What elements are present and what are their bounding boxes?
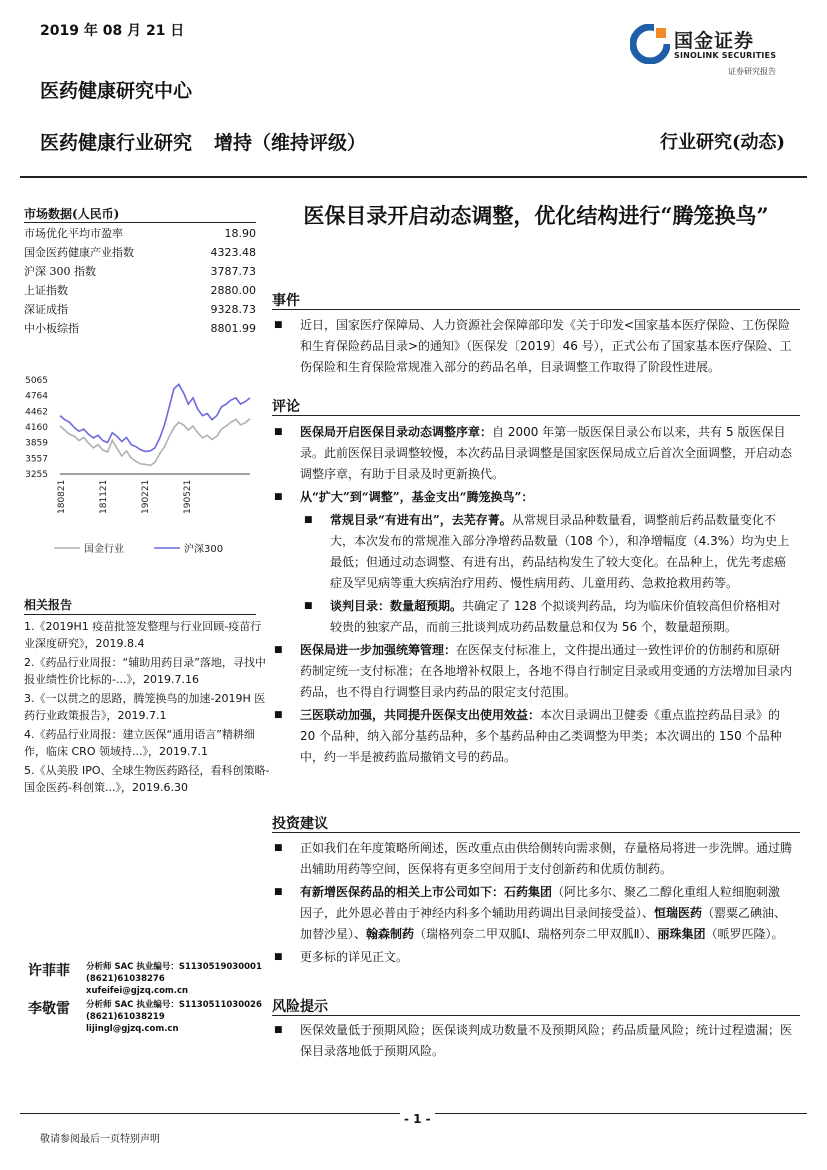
x-tick-label: 180821 <box>57 479 67 514</box>
advice-section <box>272 838 792 970</box>
report-date: 2019 年 08 月 21 日 <box>40 23 185 39</box>
y-tick-label: 4764 <box>25 391 48 402</box>
market-data-title: 市场数据(人民币) <box>24 207 120 221</box>
analyst-phone: (8621)61038219 <box>86 1012 165 1022</box>
advice-point: ■ 更多标的详见正文。 <box>272 947 792 968</box>
related-report-item[interactable]: 2.《药品行业周报：“辅助用药目录”落地，寻找中报业绩性价比标的-...》，2019.7.16 <box>24 656 266 686</box>
header-divider <box>20 176 807 178</box>
report-title: 医保目录开启动态调整，优化结构进行“腾笼换鸟” <box>303 203 769 228</box>
series-line-hs300 <box>60 384 250 451</box>
related-reports-list <box>24 618 272 798</box>
analyst-info <box>86 999 286 1035</box>
section-advice-heading: 投资建议 <box>272 816 328 832</box>
disclaimer: 敬请参阅最后一页特别声明 <box>40 1134 160 1145</box>
sinolink-logo-icon <box>630 24 670 64</box>
rating: 增持（维持评级） <box>214 132 367 154</box>
series-line-industry <box>60 419 250 466</box>
logo-english-name: SINOLINK SECURITIES <box>674 51 777 60</box>
x-tick-label: 190521 <box>183 479 193 514</box>
section-event-heading: 事件 <box>272 293 300 309</box>
industry-name: 医药健康行业研究 <box>40 132 193 154</box>
related-report-item[interactable]: 3.《一以贯之的思路，腾笼换鸟的加速-2019H 医药行业政策报告》，2019.7.1 <box>24 692 266 722</box>
index-trend-chart-svg <box>24 368 256 568</box>
related-report-item[interactable]: 4.《药品行业周报：建立医保“通用语言”精耕细作，临床 CRO 领域持...》，2019.7.1 <box>24 728 255 758</box>
analyst-phone: (8621)61038276 <box>86 974 165 984</box>
y-tick-label: 3557 <box>25 454 48 465</box>
y-tick-label: 4160 <box>25 423 48 433</box>
analyst-info <box>86 961 286 997</box>
logo-subtitle: 证券研究报告 <box>728 67 776 76</box>
section-divider <box>272 309 800 310</box>
comment-point: ■ 医保局进一步加强统筹管理：在医保支付标准上，文件提出通过一致性评价的仿制药和原研药制定统一支付标准；在各地增补权限上，各地不得自行制定目录或用变通的方法增加目录内药品，也不得自行调整目录内药品的限定支付范围。 <box>272 640 792 703</box>
analyst-name: 许菲菲 <box>28 963 70 979</box>
market-row: 深证成指 9328.73 <box>24 303 256 316</box>
market-data-divider <box>24 222 256 223</box>
risk-section <box>272 1020 792 1064</box>
market-data-table <box>24 224 256 338</box>
section-divider <box>272 1015 800 1016</box>
comment-subpoint: ■ 谈判目录：数量超预期。共确定了 128 个拟谈判药品，均为临床价值较高但价格相对较贵的独家产品，而前三批谈判成功药品数量总和仅为 56 个，数量超预期。 <box>272 596 792 638</box>
related-reports-title: 相关报告 <box>24 598 73 612</box>
section-comment-heading: 评论 <box>272 399 300 415</box>
related-reports-divider <box>24 614 256 615</box>
market-row: 上证指数 2880.00 <box>24 284 256 297</box>
legend-label: 国金行业 <box>84 544 124 555</box>
comment-section <box>272 422 792 770</box>
report-type: 行业研究(动态) <box>659 132 785 153</box>
index-trend-chart <box>24 368 256 568</box>
page-number: - 1 - <box>400 1112 435 1126</box>
section-risk-heading: 风险提示 <box>272 999 328 1015</box>
advice-point: ■ 有新增医保药品的相关上市公司如下：石药集团（阿比多尔、聚乙二醇化重组人粒细胞刺激因子，此外恩必普由于神经内科多个辅助用药调出目录间接受益）、恒瑞医药（罂粟乙碘油、加替沙星）、翰森制药（瑞格列奈二甲双胍Ⅰ、瑞格列奈二甲双胍Ⅱ）、丽珠集团（哌罗匹隆）。 <box>272 882 792 945</box>
y-tick-label: 3255 <box>25 470 48 480</box>
y-tick-label: 5065 <box>25 376 48 386</box>
analyst-name: 李敬雷 <box>28 1001 70 1017</box>
analyst-email[interactable]: xufeifei@gjzq.com.cn <box>86 986 189 996</box>
analyst-cert: 分析师 SAC 执业编号：S1130511030026 <box>86 1000 262 1010</box>
section-divider <box>272 832 800 833</box>
y-tick-label: 4462 <box>25 407 48 418</box>
market-row: 中小板综指 8801.99 <box>24 322 256 335</box>
legend-label: 沪深300 <box>184 544 224 555</box>
risk-paragraph: ■ 医保效量低于预期风险；医保谈判成功数量不及预期风险；药品质量风险；统计过程遗漏；医保目录落地低于预期风险。 <box>272 1020 792 1062</box>
analyst-email[interactable]: lijingl@gjzq.com.cn <box>86 1024 179 1034</box>
industry-rating-line <box>40 128 366 155</box>
y-tick-label: 3859 <box>25 438 48 449</box>
event-paragraph: ■ 近日，国家医疗保障局、人力资源社会保障部印发《关于印发<国家基本医疗保险、工伤保险和生育保险药品目录>的通知》（医保发〔2019〕46 号），正式公布了国家基本医疗保险、工伤保险和生育保险常规准入部分的药品名单，目录调整工作取得了阶段性进展。 <box>272 315 792 378</box>
market-row: 国金医药健康产业指数 4323.48 <box>24 246 256 259</box>
comment-point: ■ 医保局开启医保目录动态调整序章：自 2000 年第一版医保目录公布以来，共有 5 版医保目录。此前医保目录调整较慢，本次药品目录调整是国家医保局成立后首次全面调整，开启动态调整序章，有助于目录及时更新换代。 <box>272 422 792 485</box>
advice-point: ■ 正如我们在年度策略所阐述，医改重点由供给侧转向需求侧，存量格局将进一步洗牌。通过腾出辅助用药等空间，医保将有更多空间用于支付创新药和优质仿制药。 <box>272 838 792 880</box>
research-center-name: 医药健康研究中心 <box>40 80 193 102</box>
comment-subpoint: ■ 常规目录“有进有出”，去芜存菁。从常规目录品种数量看，调整前后药品数量变化不大，本次发布的常规准入部分净增药品数量（108 个），和净增幅度（4.3%）均为史上最低；但通过动态调整、有进有出，药品结构发生了较大变化。在品种上，优先考虑癌症及罕见病等重大疾病治疗用药、慢性病用药、儿童用药、急救抢救用药等。 <box>272 510 792 594</box>
x-tick-label: 190221 <box>141 479 151 514</box>
related-report-item[interactable]: 1.《2019H1 疫苗批签发整理与行业回顾-疫苗行业深度研究》，2019.8.4 <box>24 620 262 650</box>
comment-point: ■ 从“扩大”到“调整”，基金支出“腾笼换鸟”： <box>272 487 792 508</box>
related-report-item[interactable]: 5.《从美股 IPO、全球生物医药路径，看科创策略-国金医药-科创策...》，2019.6.30 <box>24 764 270 794</box>
analyst-cert: 分析师 SAC 执业编号：S1130519030001 <box>86 962 262 972</box>
x-tick-label: 181121 <box>99 479 109 514</box>
comment-point: ■ 三医联动加强，共同提升医保支出使用效益：本次目录调出卫健委《重点监控药品目录》的 20 个品种，纳入部分基药品种，多个基药品种由乙类调整为甲类；本次调出的 150 个品种中，约一半是被药监局撤销文号的药品。 <box>272 705 792 768</box>
section-divider <box>272 415 800 416</box>
logo-chinese-name: 国金证券 <box>674 30 755 52</box>
event-section <box>272 315 792 380</box>
market-row: 沪深 300 指数 3787.73 <box>24 265 256 278</box>
market-row: 市场优化平均市盈率 18.90 <box>24 227 256 240</box>
